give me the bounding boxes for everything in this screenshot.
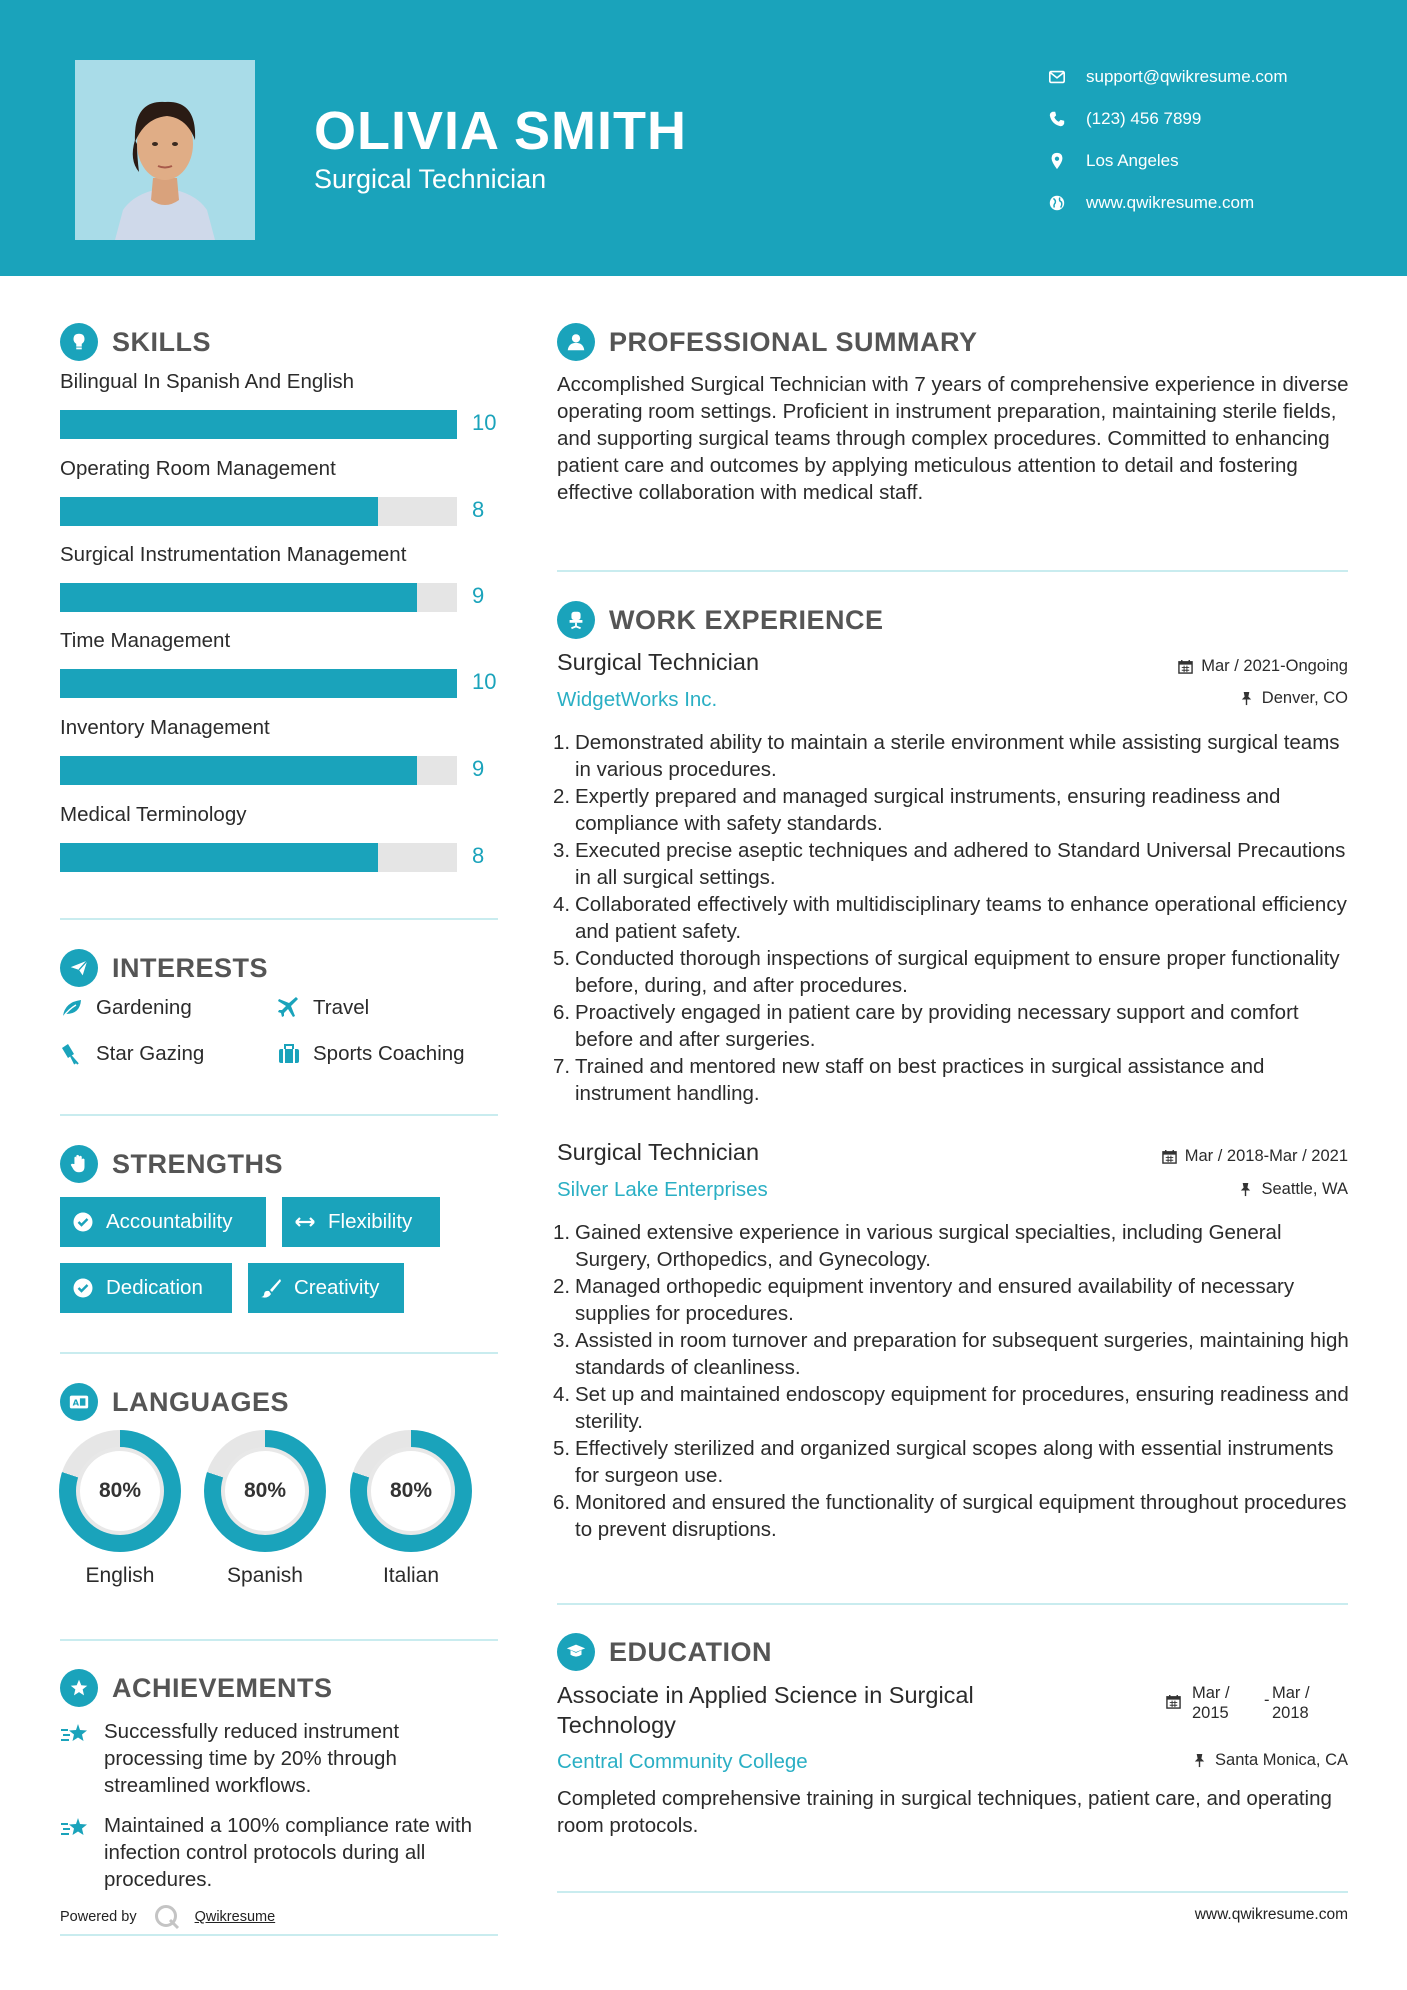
skill-bar-fill [60, 583, 417, 612]
envelope-icon [1048, 68, 1066, 86]
achievements-title: ACHIEVEMENTS [112, 1672, 333, 1703]
calendar-icon [1178, 659, 1193, 674]
hand-icon [60, 1145, 98, 1183]
list-item: 2. Managed orthopedic equipment inventory and ensured availability of necessary supplies for procedures. [553, 1275, 1295, 1325]
paint-brush-icon [260, 1277, 282, 1299]
list-item: 4. Set up and maintained endoscopy equipment for procedures, ensuring readiness and sterility. [553, 1383, 1349, 1433]
skill-value: 8 [472, 497, 485, 522]
section-divider [60, 1934, 498, 1936]
shooting-star-icon [60, 1812, 90, 1842]
profile-photo [75, 60, 255, 240]
job-location [1239, 689, 1348, 708]
languages-title: LANGUAGES [112, 1386, 290, 1417]
strength-tag [60, 1197, 266, 1247]
leaf-icon [60, 996, 84, 1020]
job-location-text: Seattle, WA [1261, 1180, 1348, 1198]
language-percent: 80% [76, 1447, 164, 1535]
job-title: Surgical Technician [557, 1139, 760, 1165]
skill-item [60, 457, 500, 522]
section-divider [557, 1891, 1348, 1893]
education-date-separator: - [1264, 1691, 1270, 1709]
candidate-name: OLIVIA SMITH [314, 101, 687, 161]
job-title: Surgical Technician [557, 649, 760, 675]
language-percent: 80% [367, 1447, 455, 1535]
company-name: WidgetWorks Inc. [557, 688, 718, 711]
skill-item [60, 370, 500, 435]
star-badge-icon [60, 1669, 98, 1707]
language-donut [59, 1430, 181, 1552]
job-bullets [553, 1219, 1353, 1543]
bullet-text: Executed precise aseptic techniques and adhered to Standard Universal Precautions in all surgical settings. [575, 839, 1346, 889]
qwikresume-logo-icon [153, 1903, 181, 1931]
skill-name: Time Management [60, 629, 231, 652]
language-percent: 80% [221, 1447, 309, 1535]
job-dates-text: Mar / 2018-Mar / 2021 [1184, 1147, 1348, 1165]
education-location-text: Santa Monica, CA [1215, 1751, 1348, 1769]
footer-website[interactable]: www.qwikresume.com [1194, 1906, 1348, 1923]
job-dates-text: Mar / 2021-Ongoing [1201, 657, 1348, 675]
education-location [1192, 1751, 1348, 1770]
skill-item [60, 803, 500, 868]
list-item: 3. Executed precise aseptic techniques and adhered to Standard Universal Precautions in all surgical settings. [553, 839, 1346, 889]
skill-name: Operating Room Management [60, 457, 336, 480]
skill-value: 10 [472, 410, 497, 435]
contact-website-text: www.qwikresume.com [1086, 193, 1255, 212]
skill-name: Inventory Management [60, 716, 270, 739]
list-item: 1. Demonstrated ability to maintain a sterile environment while assisting surgical teams in various procedures. [553, 731, 1340, 781]
job-dates [1162, 1147, 1348, 1166]
list-item: 7. Trained and mentored new staff on best practices in surgical assistance and instrument handling. [553, 1055, 1265, 1105]
skill-bar-fill [60, 497, 378, 526]
skill-bar [60, 843, 457, 872]
achievement-item [60, 1718, 500, 1799]
strengths-title: STRENGTHS [112, 1148, 284, 1179]
lightbulb-icon [60, 323, 98, 361]
language-name: Italian [382, 1564, 440, 1587]
skill-value: 8 [472, 843, 485, 868]
check-circle-icon [72, 1211, 94, 1233]
skills-heading [60, 323, 211, 361]
company-name: Silver Lake Enterprises [557, 1178, 768, 1201]
achievements-heading [60, 1669, 333, 1707]
map-pin-icon [1048, 152, 1066, 170]
list-item: 3. Assisted in room turnover and preparation for subsequent surgeries, maintaining high standards of cleanliness. [553, 1329, 1349, 1379]
education-date-end: Mar / 2018 [1272, 1684, 1310, 1722]
skill-bar-fill [60, 756, 417, 785]
interest-label: Star Gazing [96, 1042, 205, 1065]
contact-list [1048, 56, 1288, 224]
contact-location [1048, 140, 1288, 182]
bullet-text: Managed orthopedic equipment inventory and ensured availability of necessary supplies for procedures. [575, 1275, 1295, 1325]
strengths-heading [60, 1145, 283, 1183]
summary-text: Accomplished Surgical Technician with 7 years of comprehensive experience in diverse operating room settings. Proficient in instrument preparation, maintaining sterile fields, and supporting surgical teams through complex procedures. Committed to enhancing patient care and outcomes by applying meticulous attention to detail and fostering effective collaboration with medical staff. [557, 373, 1349, 504]
strength-label: Flexibility [328, 1210, 413, 1233]
contact-phone-text: (123) 456 7899 [1086, 109, 1202, 128]
plane-icon [277, 996, 301, 1020]
bullet-text: Assisted in room turnover and preparation for subsequent surgeries, maintaining high standards of cleanliness. [575, 1329, 1349, 1379]
briefcase-icon [277, 1042, 301, 1066]
bullet-text: Effectively sterilized and organized surgical scopes along with essential instruments for surgeon use. [575, 1437, 1334, 1487]
strength-tag [248, 1263, 404, 1313]
language-donut [350, 1430, 472, 1552]
interests-heading [60, 949, 268, 987]
powered-by-label: Powered by [60, 1909, 137, 1925]
skill-bar [60, 669, 457, 698]
language-name: Spanish [227, 1564, 303, 1587]
degree-title: Associate in Applied Science in Surgical Technology [557, 1682, 974, 1738]
language-name: English [85, 1564, 155, 1587]
education-heading [557, 1633, 772, 1671]
contact-location-text: Los Angeles [1086, 151, 1179, 170]
strength-label: Creativity [294, 1276, 380, 1299]
contact-phone[interactable] [1048, 98, 1288, 140]
arrows-horizontal-icon [294, 1211, 316, 1233]
office-chair-icon [557, 601, 595, 639]
bullet-text: Proactively engaged in patient care by providing necessary support and comfort before and after surgeries. [575, 1001, 1299, 1051]
strength-tag [282, 1197, 440, 1247]
interest-label: Gardening [96, 996, 192, 1019]
skill-item [60, 716, 500, 781]
language-donut [204, 1430, 326, 1552]
education-date-start: Mar / 2015 [1192, 1684, 1230, 1722]
section-divider [60, 1639, 498, 1641]
bullet-text: Monitored and ensured the functionality of surgical equipment throughout procedures to prevent disruptions. [575, 1491, 1347, 1541]
bullet-text: Conducted thorough inspections of surgical equipment to ensure proper functionality before, during, and after procedures. [575, 947, 1340, 997]
achievement-text: Successfully reduced instrument processing time by 20% through streamlined workflows. [104, 1720, 400, 1797]
education-dates [1166, 1683, 1348, 1723]
skill-item [60, 543, 500, 608]
job-bullets [553, 729, 1353, 1107]
candidate-role: Surgical Technician [314, 164, 547, 194]
job-dates [1178, 657, 1348, 676]
pushpin-icon [1239, 691, 1254, 706]
achievement-text: Maintained a 100% compliance rate with infection control protocols during all procedures. [104, 1814, 473, 1891]
resume-header [0, 0, 1407, 276]
skill-value: 9 [472, 756, 485, 781]
job-location-text: Denver, CO [1261, 689, 1348, 707]
achievement-item [60, 1812, 500, 1893]
skill-item [60, 629, 500, 694]
interest-gardening [60, 996, 192, 1020]
bullet-text: Collaborated effectively with multidisciplinary teams to enhance operational efficiency and patient safety. [575, 893, 1347, 943]
list-item: 5. Conducted thorough inspections of surgical equipment to ensure proper functionality before, during, and after procedures. [553, 947, 1340, 997]
pushpin-icon [1238, 1182, 1253, 1197]
section-divider [60, 1114, 498, 1116]
summary-heading [557, 323, 978, 361]
calendar-icon [1162, 1149, 1177, 1164]
skill-bar-fill [60, 843, 378, 872]
skill-bar-fill [60, 669, 457, 698]
strength-label: Dedication [106, 1276, 203, 1299]
skill-bar-fill [60, 410, 457, 439]
globe-icon [1048, 194, 1066, 212]
list-item: 2. Expertly prepared and managed surgical instruments, ensuring readiness and compliance with safety standards. [553, 785, 1281, 835]
skill-name: Bilingual In Spanish And English [60, 370, 355, 393]
interest-sports-coaching [277, 1042, 465, 1066]
interest-travel [277, 996, 369, 1020]
list-item: 4. Collaborated effectively with multidisciplinary teams to enhance operational efficiency and patient safety. [553, 893, 1347, 943]
experience-title: WORK EXPERIENCE [609, 604, 884, 635]
language-icon [60, 1383, 98, 1421]
interest-star-gazing [60, 1042, 204, 1066]
bullet-text: Demonstrated ability to maintain a sterile environment while assisting surgical teams in various procedures. [575, 731, 1340, 781]
user-icon [557, 323, 595, 361]
strength-label: Accountability [106, 1210, 233, 1233]
languages-heading [60, 1383, 289, 1421]
svg-text:A: A [72, 1397, 80, 1408]
section-divider [60, 918, 498, 920]
contact-email-text: support@qwikresume.com [1086, 67, 1288, 86]
skill-bar [60, 497, 457, 526]
list-item: 5. Effectively sterilized and organized surgical scopes along with essential instruments for surgeon use. [553, 1437, 1334, 1487]
language-item [59, 1430, 181, 1588]
section-divider [557, 1603, 1348, 1605]
shooting-star-icon [60, 1718, 90, 1748]
skill-bar [60, 410, 457, 439]
language-item [350, 1430, 472, 1588]
bullet-text: Expertly prepared and managed surgical instruments, ensuring readiness and compliance with safety standards. [575, 785, 1281, 835]
pushpin-icon [1192, 1753, 1207, 1768]
graduate-icon [557, 1633, 595, 1671]
skill-value: 10 [472, 669, 497, 694]
list-item: 1. Gained extensive experience in various surgical specialties, including General Surgery, Orthopedics, and Gynecology. [553, 1221, 1282, 1271]
interests-title: INTERESTS [112, 952, 269, 983]
interest-label: Sports Coaching [313, 1042, 465, 1065]
list-item: 6. Proactively engaged in patient care by providing necessary support and comfort before and after surgeries. [553, 1001, 1299, 1051]
job-location [1238, 1180, 1348, 1199]
education-title: EDUCATION [609, 1636, 772, 1667]
list-item: 6. Monitored and ensured the functionality of surgical equipment throughout procedures to prevent disruptions. [553, 1491, 1347, 1541]
skill-bar [60, 756, 457, 785]
powered-by [60, 1903, 275, 1931]
paper-plane-icon [60, 949, 98, 987]
summary-title: PROFESSIONAL SUMMARY [609, 326, 978, 357]
skills-title: SKILLS [112, 326, 212, 357]
phone-icon [1048, 110, 1066, 128]
interest-label: Travel [313, 996, 370, 1019]
contact-website[interactable] [1048, 182, 1288, 224]
skill-value: 9 [472, 583, 485, 608]
skill-bar [60, 583, 457, 612]
section-divider [60, 1352, 498, 1354]
skill-name: Surgical Instrumentation Management [60, 543, 407, 566]
telescope-icon [60, 1042, 84, 1066]
calendar-icon [1166, 1694, 1181, 1709]
contact-email[interactable] [1048, 56, 1288, 98]
bullet-text: Set up and maintained endoscopy equipment for procedures, ensuring readiness and sterility. [575, 1383, 1349, 1433]
check-circle-icon [72, 1277, 94, 1299]
strength-tag [60, 1263, 232, 1313]
section-divider [557, 570, 1348, 572]
language-item [204, 1430, 326, 1588]
skill-name: Medical Terminology [60, 803, 247, 826]
bullet-text: Gained extensive experience in various surgical specialties, including General Surgery, Orthopedics, and Gynecology. [575, 1221, 1282, 1271]
school-name: Central Community College [557, 1750, 808, 1773]
bullet-text: Trained and mentored new staff on best practices in surgical assistance and instrument handling. [575, 1055, 1265, 1105]
education-description: Completed comprehensive training in surgical techniques, patient care, and operating room protocols. [557, 1787, 1332, 1837]
qwikresume-link[interactable]: Qwikresume [194, 1909, 276, 1925]
experience-heading [557, 601, 884, 639]
